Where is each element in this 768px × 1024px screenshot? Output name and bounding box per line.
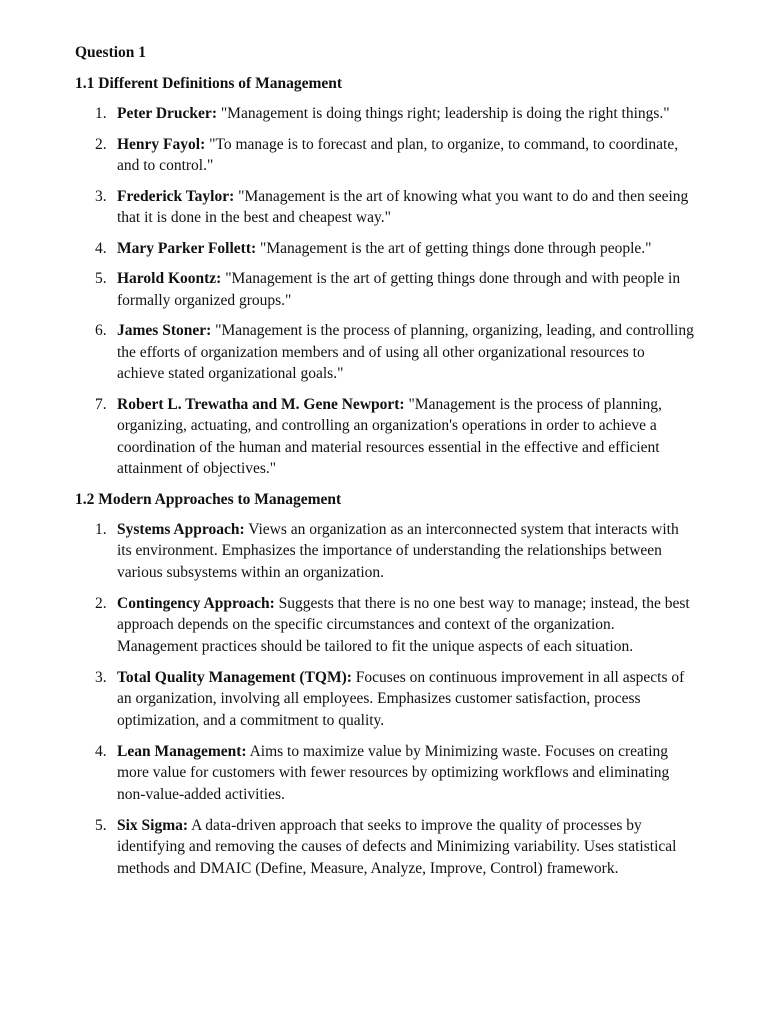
author-name: James Stoner: [117,322,212,339]
list-number: 5. [95,816,107,834]
list-item [75,519,695,584]
approaches-list [75,519,715,880]
list-number: 4. [95,742,107,760]
approach-text: A data-driven approach that seeks to improve the quality of processes by identifying and removing the causes of defects and Minimizing variability. Uses statistical methods and DMAIC (Define, Measure, Analyze, Improve, Control) framework. [117,816,677,877]
approach-name: Total Quality Management (TQM): [117,668,352,686]
author-name: Henry Fayol: [117,135,206,153]
definition-text: "Management is the process of planning, organizing, leading, and controlling the efforts of organization members and of using all other organizational resources to achieve stated organizational goals." [117,322,694,382]
list-item [75,320,695,385]
definition-text: "Management is the art of getting things done through people." [256,239,652,257]
list-item [75,394,695,480]
list-number: 3. [95,187,107,205]
definition-text: "Management is the art of knowing what you want to do and then seeing that it is done in the best and cheapest way." [117,187,689,226]
list-number: 7. [95,395,107,413]
list-item [75,667,695,732]
section-heading-approaches: 1.2 Modern Approaches to Management [75,490,342,508]
list-number: 2. [95,135,107,153]
document-title: Question 1 [75,44,147,61]
list-number: 4. [95,239,107,257]
list-number: 6. [95,322,107,339]
list-item [75,134,695,177]
approach-name: Six Sigma: [117,816,189,834]
approach-text: Focuses on continuous improvement in all aspects of an organization, involving all employees. Emphasizes customer satisfaction, process optimization, and a commitment to quality. [117,668,685,729]
approach-text: Aims to maximize value by Minimizing waste. Focuses on creating more value for customers with fewer resources by optimizing workflows and eliminating non-value-added activities. [117,742,670,803]
list-item [75,741,695,806]
list-number: 1. [95,520,107,538]
section-heading-definitions: 1.1 Different Definitions of Management [75,75,343,92]
approach-name: Contingency Approach: [117,594,275,612]
list-item [75,103,695,125]
list-number: 5. [95,270,107,287]
definition-text: "Management is doing things right; leadership is doing the right things." [216,105,670,122]
approach-name: Systems Approach: [117,520,245,538]
list-item [75,238,695,260]
list-item [75,815,695,880]
list-item [75,593,695,658]
approach-text: Views an organization as an interconnected system that interacts with its environment. Emphasizes the importance of understanding the relationships between various subsystems within an organization. [117,520,679,581]
definition-text: "Management is the process of planning, organizing, actuating, and controlling an organization's operations in order to achieve a coordination of the human and material resources essential in the effective and efficient attainment of objectives." [117,395,662,477]
list-number: 2. [95,594,107,612]
author-name: Mary Parker Follett: [117,239,257,257]
author-name: Frederick Taylor: [117,187,235,205]
list-item [75,186,695,229]
approach-text: Suggests that there is no one best way to manage; instead, the best approach depends on the specific circumstances and context of the organization. Management practices should be tailored to fit the unique aspects of each situation. [117,594,690,655]
definition-text: "To manage is to forecast and plan, to organize, to command, to coordinate, and to control." [117,135,679,174]
definitions-list [75,103,715,480]
list-number: 3. [95,668,107,686]
approach-name: Lean Management: [117,742,247,760]
list-item [75,268,695,311]
author-name: Robert L. Trewatha and M. Gene Newport: [117,395,405,413]
author-name: Harold Koontz: [117,270,222,287]
definition-text: "Management is the art of getting things done through and with people in formally organized groups." [117,270,681,309]
document-page [75,42,715,889]
list-number: 1. [95,105,107,122]
author-name: Peter Drucker: [117,105,217,122]
